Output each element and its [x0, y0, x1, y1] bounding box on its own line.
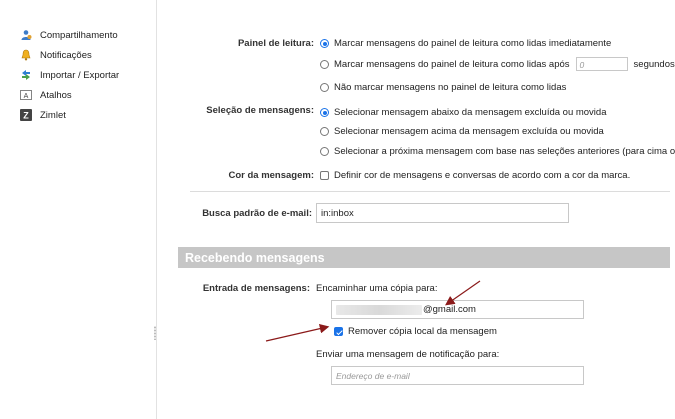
incoming-messages-label: Entrada de mensagens: [202, 283, 310, 294]
forward-email-input[interactable]: @gmail.com [331, 300, 584, 319]
message-color-label: Cor da mensagem: [228, 170, 314, 181]
svg-text:Z: Z [23, 110, 29, 121]
notify-label: Enviar uma mensagem de notificação para: [316, 349, 500, 360]
message-selection-label: Seleção de mensagens: [206, 105, 314, 116]
message-selection-option-above[interactable]: Selecionar mensagem acima da mensagem excluída ou movida [320, 126, 604, 137]
arrow-to-forward-email [447, 281, 480, 304]
delay-seconds-input[interactable]: 0 [576, 57, 628, 71]
section-header-receiving: Recebendo mensagens [178, 247, 670, 268]
reading-pane-option-never[interactable]: Não marcar mensagens no painel de leitura como lidas [320, 82, 566, 93]
arrow-to-remove-copy [266, 327, 327, 341]
message-selection-option-below[interactable]: Selecionar mensagem abaixo da mensagem excluída ou movida [320, 107, 607, 118]
message-selection-option-adaptive[interactable]: Selecionar a próxima mensagem com base nas seleções anteriores (para cima o [320, 146, 675, 157]
sidebar-item-label: Atalhos [40, 89, 72, 101]
forward-copy-label: Encaminhar uma cópia para: [316, 283, 438, 294]
sidebar-item-label: Notificações [40, 49, 92, 61]
message-color-option[interactable]: Definir cor de mensagens e conversas de acordo com a cor da marca. [320, 170, 630, 181]
sidebar-item-label: Importar / Exportar [40, 69, 120, 81]
sidebar-item-label: Compartilhamento [40, 29, 118, 41]
default-search-input[interactable]: in:inbox [316, 203, 569, 223]
reading-pane-option-immediate[interactable]: Marcar mensagens do painel de leitura como lidas imediatamente [320, 38, 611, 49]
reading-pane-option-delay[interactable]: Marcar mensagens do painel de leitura como lidas após 0 segundos [320, 57, 675, 71]
sidebar-item-label: Zimlet [40, 109, 66, 121]
notify-email-input[interactable]: Endereço de e-mail [331, 366, 584, 385]
remove-local-copy-option[interactable]: Remover cópia local da mensagem [334, 326, 497, 337]
reading-pane-label: Painel de leitura: [237, 38, 314, 49]
svg-text:A: A [23, 93, 29, 100]
default-search-label: Busca padrão de e-mail: [202, 208, 312, 219]
